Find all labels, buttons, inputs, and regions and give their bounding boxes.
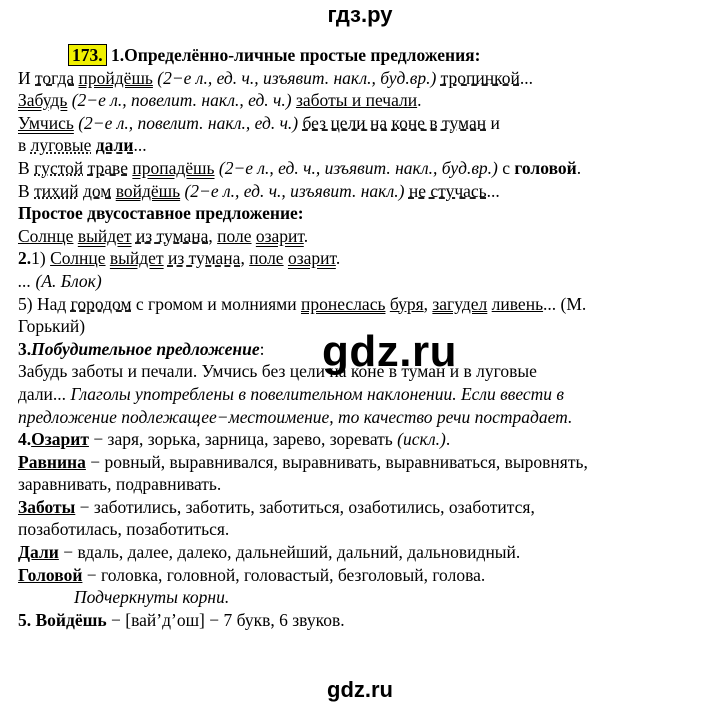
author-blok: ... (А. Блок)	[18, 270, 102, 291]
text-line-20: Заботы − заботились, заботить, заботиться, озаботились, озаботится,	[18, 496, 535, 517]
sentence-line-2: Забудь (2−е л., повелит. накл., ед. ч.) заботы и печали.	[18, 90, 422, 111]
sentence-line-4: в луговые дали...	[18, 135, 147, 156]
text-line-23: Головой − головка, головной, головастый, безголовый, голова.	[18, 564, 486, 585]
sentence-line-6: В тихий дом войдёшь (2−е л., ед. ч., изъявит. накл.) не стучась...	[18, 180, 500, 201]
text-line-21: позаботилась, позаботиться.	[18, 519, 230, 540]
sentence-line-8: Солнце выйдет из тумана, поле озарит.	[18, 225, 309, 246]
text-line-16: предложение подлежащее−местоимение, то качество речи пострадает.	[18, 406, 573, 427]
text-line-22: Дали − вдаль, далее, далеко, дальнейший, дальний, дальновидный.	[18, 542, 521, 563]
sentence-line-1: И тогда пройдёшь (2−е л., ед. ч., изъявит. накл., буд.вр.) тропинкой...	[18, 67, 533, 88]
text-line-19: заравнивать, подравнивать.	[18, 474, 222, 495]
section-3-title: 3.Побудительное предложение:	[18, 338, 265, 359]
text-line-17: 4.Озарит − заря, зорька, зарница, зарево, зоревать (искл.).	[18, 429, 451, 450]
section-two-part-title: Простое двусоставное предложение:	[18, 203, 304, 224]
task-number: 173.	[68, 44, 107, 66]
sentence-line-11: 5) Над городом с громом и молниями пронеслась буря, загудел ливень... (М.	[18, 293, 587, 314]
site-header: гдз.ру	[327, 2, 393, 27]
sentence-line-5: В густой траве пропадёшь (2−е л., ед. ч., изъявит. накл., буд.вр.) с головой.	[18, 157, 582, 178]
answer-text	[18, 44, 708, 631]
sentence-line-3: Умчись (2−е л., повелит. накл., ед. ч.) без цели на коне в туман и	[18, 112, 500, 133]
author-gorky: Горький)	[18, 316, 86, 337]
section-1-title: 1.Определённо-личные простые предложения:	[111, 45, 481, 65]
watermark: gdz.ru	[322, 327, 457, 376]
text-line-14: Забудь заботы и печали. Умчись без цели на коне в туман и в луговые	[18, 361, 537, 382]
task-heading	[18, 44, 708, 67]
sentence-line-9: 2.1) Солнце выйдет из тумана, поле озарит.	[18, 248, 341, 269]
roots-note: Подчеркнуты корни.	[74, 587, 230, 608]
text-line-18: Равнина − ровный, выравнивался, выравнивать, выравниваться, выровнять,	[18, 451, 588, 472]
text-line-15: дали... Глаголы употреблены в повелительном наклонении. Если ввести в	[18, 383, 565, 404]
text-line-25: 5. Войдёшь − [вай’д’ош] − 7 букв, 6 звуков.	[18, 609, 345, 630]
site-footer: gdz.ru	[327, 677, 393, 702]
